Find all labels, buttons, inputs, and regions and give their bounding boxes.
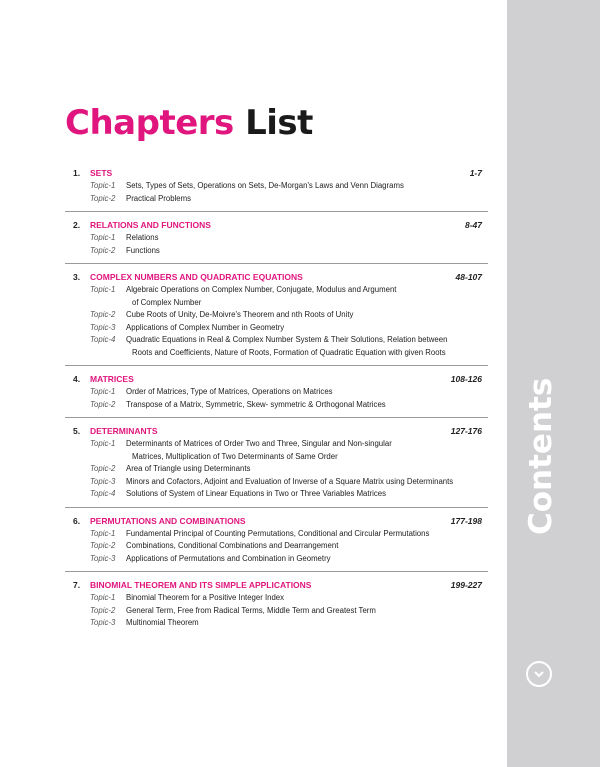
topic-label: Topic-1 (90, 233, 116, 242)
topic-text: Relations (126, 233, 159, 242)
chapter-entry (65, 264, 488, 366)
topic-label: Topic-1 (90, 181, 116, 190)
page-title-part2: List (245, 103, 313, 143)
topic-label: Topic-1 (90, 528, 116, 538)
chapter-heading (65, 218, 488, 232)
chapter-pages: 1-7 (469, 168, 482, 178)
topic-label: Topic-3 (90, 618, 116, 627)
topic-text-continued: Matrices, Multiplication of Two Determinants of Same Order (132, 451, 338, 461)
topic-text-continued: Roots and Coefficients, Nature of Roots, Formation of Quadratic Equation with given Roots (132, 347, 446, 357)
chapter-title: PERMUTATIONS AND COMBINATIONS (90, 515, 246, 526)
topic-row (65, 488, 488, 501)
topic-text: Minors and Cofactors, Adjoint and Evaluation of Inverse of a Square Matrix using Determinants (126, 476, 454, 486)
topic-text: Solutions of System of Linear Equations in Two or Three Variables Matrices (126, 489, 387, 498)
chapter-title: SETS (90, 168, 113, 178)
topic-row (65, 322, 488, 335)
chapter-heading (65, 372, 488, 386)
topic-label: Topic-2 (90, 193, 116, 203)
chapter-heading (65, 424, 488, 438)
topic-row (65, 463, 488, 476)
topic-row (65, 617, 488, 630)
topic-label: Topic-2 (90, 399, 116, 409)
topic-row (65, 605, 488, 618)
topic-text-continued: of Complex Number (132, 297, 202, 307)
page-title (65, 103, 313, 143)
topic-row (65, 553, 488, 566)
topic-text: Fundamental Principal of Counting Permutations, Conditional and Circular Permutations (126, 528, 430, 538)
chapter-title: BINOMIAL THEOREM AND ITS SIMPLE APPLICATIONS (90, 580, 312, 590)
topic-text: Sets, Types of Sets, Operations on Sets, De-Morgan's Laws and Venn Diagrams (126, 181, 404, 190)
topic-text: Multinomial Theorem (126, 618, 199, 627)
topic-row (65, 309, 488, 322)
chapter-number: 4. (73, 374, 81, 384)
topic-text: General Term, Free from Radical Terms, Middle Term and Greatest Term (126, 605, 376, 615)
chapter-entry (65, 366, 488, 418)
chapter-heading (65, 514, 488, 528)
topic-label: Topic-1 (90, 387, 116, 396)
topic-label: Topic-1 (90, 439, 116, 448)
topic-row (65, 180, 488, 193)
chapter-number: 1. (73, 168, 81, 178)
topic-row (65, 245, 488, 258)
chapter-entry (65, 212, 488, 264)
chapter-pages: 127-176 (450, 426, 482, 436)
topic-text: Practical Problems (126, 193, 191, 203)
chapter-number: 5. (73, 426, 81, 436)
topic-row (65, 193, 488, 206)
topic-label: Topic-3 (90, 322, 116, 332)
chapter-pages: 108-126 (450, 374, 482, 384)
chapters-list (65, 160, 488, 636)
topic-row (65, 386, 488, 399)
chapter-pages: 177-198 (450, 515, 482, 526)
topic-label: Topic-4 (90, 489, 116, 498)
topic-label: Topic-4 (90, 335, 116, 344)
topic-text: Area of Triangle using Determinants (126, 464, 251, 473)
chapter-heading (65, 270, 488, 284)
topic-text: Combinations, Conditional Combinations and Dearrangement (126, 541, 339, 550)
topic-row (65, 284, 488, 309)
topic-text: Cube Roots of Unity, De-Moivre's Theorem and nth Roots of Unity (126, 310, 354, 319)
topic-row (65, 592, 488, 605)
topic-text: Quadratic Equations in Real & Complex Number System & Their Solutions, Relation between (126, 335, 448, 344)
topic-label: Topic-2 (90, 541, 116, 550)
topic-text: Binomial Theorem for a Positive Integer Index (126, 593, 285, 602)
topic-text: Applications of Permutations and Combination in Geometry (126, 553, 331, 563)
chapter-entry (65, 508, 488, 573)
chapter-title: COMPLEX NUMBERS AND QUADRATIC EQUATIONS (90, 272, 303, 282)
chapter-title: MATRICES (90, 374, 134, 384)
topic-text: Algebraic Operations on Complex Number, Conjugate, Modulus and Argument (126, 285, 397, 294)
topic-label: Topic-3 (90, 476, 116, 486)
chapter-number: 6. (73, 515, 81, 526)
chapter-number: 3. (73, 272, 81, 282)
topic-row (65, 334, 488, 359)
chapter-entry (65, 160, 488, 212)
topic-label: Topic-2 (90, 245, 116, 255)
chapter-number: 7. (73, 580, 81, 590)
topic-label: Topic-2 (90, 464, 116, 473)
chapter-heading (65, 166, 488, 180)
topic-text: Determinants of Matrices of Order Two and Three, Singular and Non-singular (126, 439, 392, 448)
chapter-number: 2. (73, 220, 81, 230)
page-title-part1: Chapters (65, 103, 234, 143)
topic-row (65, 232, 488, 245)
topic-text: Transpose of a Matrix, Symmetric, Skew- symmetric & Orthogonal Matrices (126, 399, 386, 409)
chapter-entry (65, 418, 488, 508)
chapter-title: RELATIONS AND FUNCTIONS (90, 220, 211, 230)
chapter-heading (65, 578, 488, 592)
topic-label: Topic-1 (90, 285, 116, 294)
topic-row (65, 540, 488, 553)
topic-row (65, 476, 488, 489)
sidebar-label: Contents (523, 377, 559, 535)
topic-text: Functions (126, 245, 160, 255)
topic-row (65, 399, 488, 412)
topic-text: Order of Matrices, Type of Matrices, Operations on Matrices (126, 387, 333, 396)
topic-row (65, 528, 488, 541)
topic-label: Topic-2 (90, 605, 116, 615)
topic-label: Topic-2 (90, 310, 116, 319)
chevron-down-circle-icon (526, 661, 552, 687)
topic-label: Topic-1 (90, 593, 116, 602)
topic-text: Applications of Complex Number in Geometry (126, 322, 285, 332)
chapter-pages: 48-107 (455, 272, 482, 282)
chapter-title: DETERMINANTS (90, 426, 158, 436)
chapter-pages: 8-47 (464, 220, 482, 230)
chapter-entry (65, 572, 488, 636)
topic-row (65, 438, 488, 463)
topic-label: Topic-3 (90, 553, 116, 563)
chapter-pages: 199-227 (450, 580, 482, 590)
